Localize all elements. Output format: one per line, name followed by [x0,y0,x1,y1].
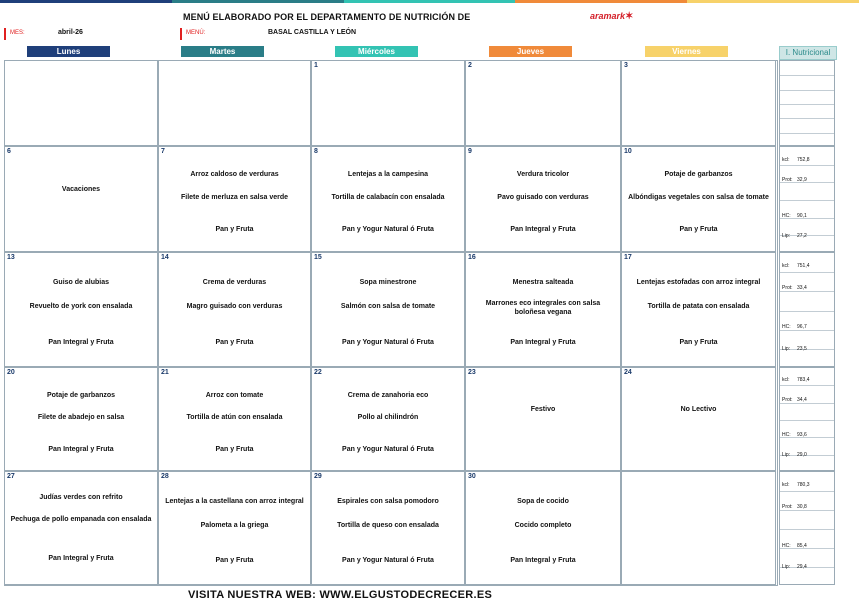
day-number: 28 [161,473,169,480]
day-number: 9 [468,148,472,155]
dessert-line: Pan y Fruta [679,339,718,346]
day-cell [621,60,776,146]
dish-line: Tortilla de calabacín con ensalada [331,194,445,201]
dish-line: Salmón con salsa de tomate [340,303,436,310]
dessert-line: Pan y Yogur Natural ó Fruta [342,446,434,453]
day-header-jueves: Jueves [489,46,572,57]
star-icon: ✶ [625,11,634,22]
nutrition-label-kcal: kcl: [782,263,790,269]
nutrition-value-kcal: 780,3 [797,482,810,488]
dish-line: Cocido completo [514,522,572,529]
day-cell [621,471,776,585]
day-cell [465,471,621,585]
dessert-line: Pan Integral y Fruta [48,446,114,453]
nutrition-row-divider [780,272,834,273]
day-cell [311,146,465,252]
nutrition-row-divider [780,403,834,404]
nutrition-row-divider [780,291,834,292]
dessert-line: Pan y Yogur Natural ó Fruta [342,557,434,564]
day-number: 3 [624,62,628,69]
dish-line: Filete de abadejo en salsa [37,414,125,421]
dish-line: Lentejas estofadas con arroz integral [636,279,761,286]
dish-line: Arroz con tomate [205,392,264,399]
dish-line: Marrones eco integrales con salsa boloñesa vegana [485,300,601,316]
nutrition-row-divider [780,529,834,530]
top-color-bar [0,0,859,3]
dish-line: Verdura tricolor [516,171,570,178]
day-number: 23 [468,369,476,376]
day-number: 20 [7,369,15,376]
day-cell [158,252,311,367]
day-cell [158,367,311,471]
dish-line: Menestra salteada [512,279,574,286]
nutrition-row-divider [780,420,834,421]
nutrition-value-kcal: 751,4 [797,263,810,269]
nutrition-value-lip: 29,4 [797,564,807,570]
nutrition-label-lip: Lip: [782,452,791,458]
dish-line: Espirales con salsa pomodoro [337,498,439,505]
nutrition-label-kcal: kcl: [782,482,790,488]
nutrition-value-hc: 85,4 [797,543,807,549]
day-cell [311,471,465,585]
dessert-line: Pan y Fruta [215,339,254,346]
dessert-line: Pan y Yogur Natural ó Fruta [342,226,434,233]
dessert-line: Pan Integral y Fruta [510,226,576,233]
nutrition-label-prot: Prot: [782,397,793,403]
nutrition-label-lip: Lip: [782,233,791,239]
dessert-line: Pan Integral y Fruta [48,555,114,562]
nutrition-row-divider [780,311,834,312]
nutrition-row-divider [780,165,834,166]
nutrition-label-lip: Lip: [782,346,791,352]
nutrition-value-prot: 30,8 [797,504,807,510]
dish-line: Albóndigas vegetales con salsa de tomate [628,194,769,201]
nutrition-row-divider [780,330,834,331]
menu-field [180,28,622,40]
dish-line: Arroz caldoso de verduras [190,171,279,178]
day-cell [311,367,465,471]
day-header-miercoles: Miércoles [335,46,418,57]
nutrition-box [779,471,835,585]
dish-line: Lentejas a la castellana con arroz integral [165,498,304,505]
month-label: MES: [10,30,25,36]
day-cell [465,146,621,252]
day-header-martes: Martes [181,46,264,57]
nutrition-label-hc: HC: [782,432,791,438]
day-number: 6 [7,148,11,155]
day-cell [311,252,465,367]
nutrition-label-kcal: kcl: [782,157,790,163]
nutrition-value-hc: 96,7 [797,324,807,330]
nutrition-value-kcal: 783,4 [797,377,810,383]
day-cell [4,471,158,585]
dessert-line: Pan y Fruta [215,446,254,453]
nutrition-value-prot: 33,4 [797,285,807,291]
nutrition-box [779,252,835,367]
dish-line: Pechuga de pollo empanada con ensalada [10,516,152,523]
dish-line: Tortilla de patata con ensalada [647,303,750,310]
dish-line: Festivo [530,406,556,413]
nutrition-box [779,146,835,252]
day-cell [621,146,776,252]
day-cell [621,367,776,471]
nutrition-label-prot: Prot: [782,177,793,183]
dish-line: Magro guisado con verduras [186,303,283,310]
day-cell [4,60,158,146]
day-cell [311,60,465,146]
day-number: 21 [161,369,169,376]
dessert-line: Pan y Fruta [215,557,254,564]
nutrition-label-prot: Prot: [782,504,793,510]
dish-line: Judías verdes con refrito [39,494,123,501]
nutrition-row-divider [780,510,834,511]
nutrition-value-lip: 23,5 [797,346,807,352]
nutrition-label-hc: HC: [782,543,791,549]
dish-line: Pavo guisado con verduras [497,194,589,201]
dish-line: Sopa minestrone [359,279,417,286]
nutrition-value-lip: 29,0 [797,452,807,458]
day-cell [158,60,311,146]
dish-line: Crema de zanahoria eco [347,392,429,399]
dessert-line: Pan y Fruta [215,226,254,233]
nutrition-box [779,367,835,471]
aramark-logo [590,11,633,22]
menu-value: BASAL CASTILLA Y LEÓN [268,29,357,36]
nutrition-value-kcal: 752,8 [797,157,810,163]
nutrition-box [779,60,835,146]
nutrition-value-hc: 93,6 [797,432,807,438]
dish-line: Filete de merluza en salsa verde [181,194,288,201]
day-header-viernes: Viernes [645,46,728,57]
day-number: 14 [161,254,169,261]
nutrition-header: I. Nutricional [779,46,837,60]
day-cell [621,252,776,367]
nutrition-row-divider [780,133,834,134]
nutrition-label-prot: Prot: [782,285,793,291]
dish-line: Potaje de garbanzos [664,171,733,178]
nutrition-value-hc: 90,1 [797,213,807,219]
dessert-line: Pan Integral y Fruta [48,339,114,346]
month-value: abril-26 [58,29,83,36]
nutrition-row-divider [780,385,834,386]
dish-line: Vacaciones [61,186,101,193]
dessert-line: Pan y Yogur Natural ó Fruta [342,339,434,346]
day-number: 17 [624,254,632,261]
logo-text: aramark [590,11,626,21]
dish-line: Revuelto de york con ensalada [29,303,133,310]
nutrition-label-hc: HC: [782,324,791,330]
nutrition-label-kcal: kcl: [782,377,790,383]
nutrition-value-prot: 34,4 [797,397,807,403]
day-number: 8 [314,148,318,155]
dish-line: No Lectivo [680,406,717,413]
nutrition-label-hc: HC: [782,213,791,219]
menu-label: MENÚ: [186,30,206,36]
day-number: 13 [7,254,15,261]
day-number: 29 [314,473,322,480]
dessert-line: Pan Integral y Fruta [510,557,576,564]
nutrition-value-lip: 27,2 [797,233,807,239]
nutrition-row-divider [780,90,834,91]
dish-line: Pollo al chilindrón [357,414,419,421]
dish-line: Lentejas a la campesina [347,171,429,178]
day-number: 10 [624,148,632,155]
nutrition-row-divider [780,118,834,119]
day-cell [465,367,621,471]
day-cell [158,471,311,585]
day-number: 7 [161,148,165,155]
nutrition-row-divider [780,104,834,105]
nutrition-value-prot: 32,9 [797,177,807,183]
dish-line: Potaje de garbanzos [46,392,116,399]
day-number: 16 [468,254,476,261]
nutrition-label-lip: Lip: [782,564,791,570]
website-footer: VISITA NUESTRA WEB: WWW.ELGUSTODECRECER.ES [188,589,493,601]
dish-line: Crema de verduras [202,279,267,286]
day-number: 15 [314,254,322,261]
nutrition-row-divider [780,200,834,201]
nutrition-row-divider [780,75,834,76]
dessert-line: Pan Integral y Fruta [510,339,576,346]
day-cell [465,60,621,146]
month-field [4,28,160,40]
nutrition-row-divider [780,491,834,492]
day-number: 22 [314,369,322,376]
day-cell [4,252,158,367]
dish-line: Tortilla de queso con ensalada [337,522,439,529]
day-cell [158,146,311,252]
dish-line: Sopa de cocido [517,498,569,505]
day-number: 2 [468,62,472,69]
day-number: 27 [7,473,15,480]
dish-line: Tortilla de atún con ensalada [186,414,283,421]
day-header-lunes: Lunes [27,46,110,57]
day-number: 1 [314,62,318,69]
day-cell [4,367,158,471]
day-cell [4,146,158,252]
dish-line: Guiso de alubias [52,279,109,286]
dessert-line: Pan y Fruta [679,226,718,233]
day-cell [465,252,621,367]
dish-line: Palometa a la griega [200,522,269,529]
day-number: 30 [468,473,476,480]
day-number: 24 [624,369,632,376]
page-title: MENÚ ELABORADO POR EL DEPARTAMENTO DE NUTRICIÓN DE [183,12,471,22]
